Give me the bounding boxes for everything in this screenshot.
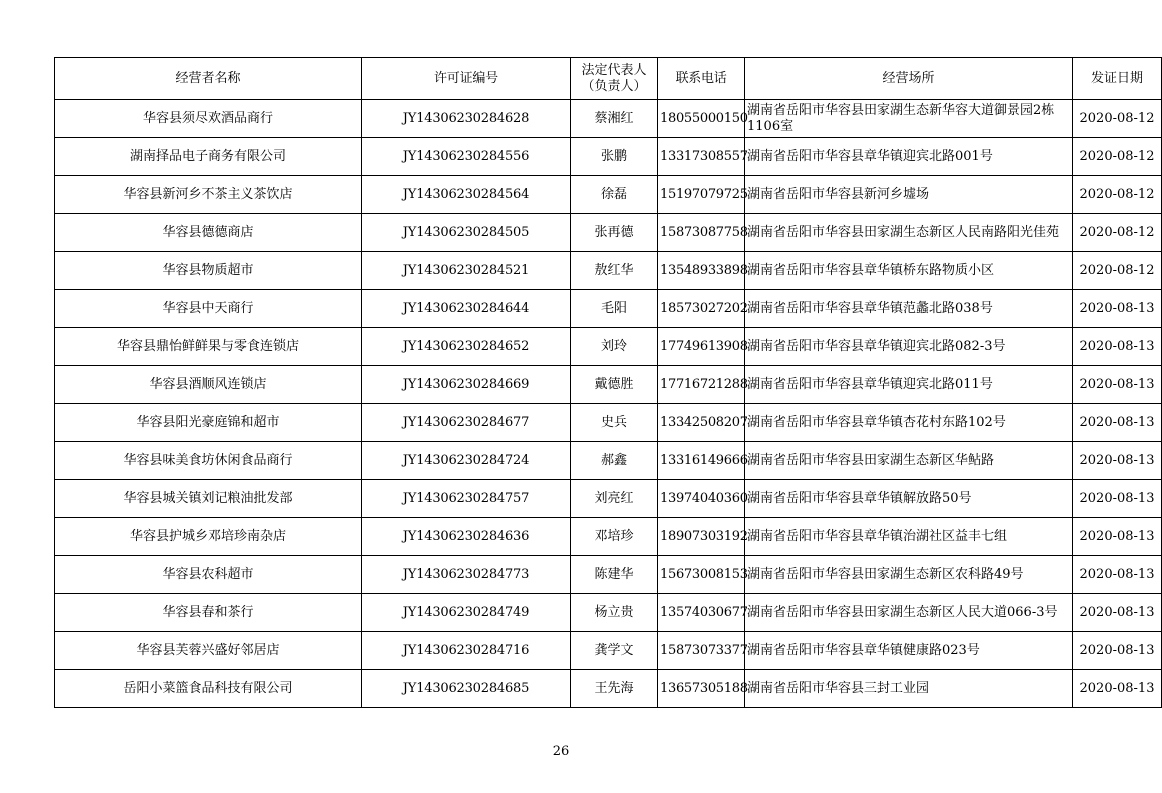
operator-name-cell: 岳阳小菜篮食品科技有限公司 — [55, 670, 362, 708]
phone-cell: 13316149666 — [658, 442, 745, 480]
operator-name-cell: 华容县芙蓉兴盛好邻居店 — [55, 632, 362, 670]
business-address-cell: 湖南省岳阳市华容县田家湖生态新区人民南路阳光佳苑 — [745, 214, 1073, 252]
issue-date-cell: 2020-08-13 — [1073, 366, 1162, 404]
table-row — [55, 214, 1162, 252]
issue-date-cell: 2020-08-12 — [1073, 252, 1162, 290]
legal-representative-cell: 张再德 — [571, 214, 658, 252]
header-business-address: 经营场所 — [745, 58, 1073, 100]
header-phone: 联系电话 — [658, 58, 745, 100]
license-number-cell: JY14306230284773 — [362, 556, 571, 594]
issue-date-cell: 2020-08-13 — [1073, 556, 1162, 594]
legal-representative-cell: 史兵 — [571, 404, 658, 442]
license-number-cell: JY14306230284757 — [362, 480, 571, 518]
license-number-cell: JY14306230284724 — [362, 442, 571, 480]
table-body — [55, 100, 1162, 708]
issue-date-cell: 2020-08-12 — [1073, 138, 1162, 176]
business-address-cell: 湖南省岳阳市华容县章华镇桥东路物质小区 — [745, 252, 1073, 290]
header-operator-name: 经营者名称 — [55, 58, 362, 100]
phone-cell: 13574030677 — [658, 594, 745, 632]
phone-cell: 17749613908 — [658, 328, 745, 366]
header-legal-representative: 法定代表人（负责人） — [571, 58, 658, 100]
phone-cell: 15873073377 — [658, 632, 745, 670]
business-address-cell: 湖南省岳阳市华容县田家湖生态新华容大道御景园2栋1106室 — [745, 100, 1073, 138]
legal-representative-cell: 邓培珍 — [571, 518, 658, 556]
legal-representative-cell: 陈建华 — [571, 556, 658, 594]
operator-name-cell: 华容县味美食坊休闲食品商行 — [55, 442, 362, 480]
table-row — [55, 632, 1162, 670]
phone-cell: 17716721288 — [658, 366, 745, 404]
page-number: 26 — [552, 744, 570, 759]
issue-date-cell: 2020-08-12 — [1073, 214, 1162, 252]
operator-name-cell: 华容县春和茶行 — [55, 594, 362, 632]
issue-date-cell: 2020-08-13 — [1073, 442, 1162, 480]
license-number-cell: JY14306230284521 — [362, 252, 571, 290]
business-address-cell: 湖南省岳阳市华容县章华镇健康路023号 — [745, 632, 1073, 670]
operator-name-cell: 华容县鼎怡鲜鲜果与零食连锁店 — [55, 328, 362, 366]
table-row — [55, 594, 1162, 632]
header-row — [55, 58, 1162, 100]
table-row — [55, 176, 1162, 214]
operator-name-cell: 华容县城关镇刘记粮油批发部 — [55, 480, 362, 518]
issue-date-cell: 2020-08-12 — [1073, 100, 1162, 138]
business-address-cell: 湖南省岳阳市华容县田家湖生态新区农科路49号 — [745, 556, 1073, 594]
legal-representative-cell: 毛阳 — [571, 290, 658, 328]
business-address-cell: 湖南省岳阳市华容县章华镇迎宾北路001号 — [745, 138, 1073, 176]
table-row — [55, 480, 1162, 518]
issue-date-cell: 2020-08-13 — [1073, 594, 1162, 632]
table-row — [55, 404, 1162, 442]
legal-representative-cell: 蔡湘红 — [571, 100, 658, 138]
phone-cell: 18573027202 — [658, 290, 745, 328]
operator-name-cell: 华容县酒顺风连锁店 — [55, 366, 362, 404]
license-table — [54, 57, 1162, 708]
license-number-cell: JY14306230284685 — [362, 670, 571, 708]
license-number-cell: JY14306230284556 — [362, 138, 571, 176]
license-number-cell: JY14306230284677 — [362, 404, 571, 442]
phone-cell: 18907303192 — [658, 518, 745, 556]
business-address-cell: 湖南省岳阳市华容县章华镇解放路50号 — [745, 480, 1073, 518]
business-address-cell: 湖南省岳阳市华容县田家湖生态新区人民大道066-3号 — [745, 594, 1073, 632]
operator-name-cell: 华容县须尽欢酒品商行 — [55, 100, 362, 138]
business-address-cell: 湖南省岳阳市华容县章华镇范蠡北路038号 — [745, 290, 1073, 328]
legal-representative-cell: 龚学文 — [571, 632, 658, 670]
table-row — [55, 100, 1162, 138]
operator-name-cell: 华容县新河乡不茶主义茶饮店 — [55, 176, 362, 214]
business-address-cell: 湖南省岳阳市华容县章华镇迎宾北路011号 — [745, 366, 1073, 404]
issue-date-cell: 2020-08-13 — [1073, 632, 1162, 670]
license-number-cell: JY14306230284652 — [362, 328, 571, 366]
table-header — [55, 58, 1162, 100]
phone-cell: 13974040360 — [658, 480, 745, 518]
operator-name-cell: 华容县阳光豪庭锦和超市 — [55, 404, 362, 442]
table-row — [55, 518, 1162, 556]
table-row — [55, 138, 1162, 176]
license-number-cell: JY14306230284628 — [362, 100, 571, 138]
business-address-cell: 湖南省岳阳市华容县章华镇杏花村东路102号 — [745, 404, 1073, 442]
phone-cell: 15197079725 — [658, 176, 745, 214]
license-number-cell: JY14306230284505 — [362, 214, 571, 252]
phone-cell: 18055000150 — [658, 100, 745, 138]
table-row — [55, 442, 1162, 480]
legal-representative-cell: 杨立贵 — [571, 594, 658, 632]
issue-date-cell: 2020-08-13 — [1073, 290, 1162, 328]
issue-date-cell: 2020-08-13 — [1073, 670, 1162, 708]
table-row — [55, 556, 1162, 594]
issue-date-cell: 2020-08-12 — [1073, 176, 1162, 214]
issue-date-cell: 2020-08-13 — [1073, 518, 1162, 556]
license-number-cell: JY14306230284749 — [362, 594, 571, 632]
issue-date-cell: 2020-08-13 — [1073, 480, 1162, 518]
issue-date-cell: 2020-08-13 — [1073, 404, 1162, 442]
legal-representative-cell: 敖红华 — [571, 252, 658, 290]
legal-representative-cell: 刘亮红 — [571, 480, 658, 518]
operator-name-cell: 华容县德德商店 — [55, 214, 362, 252]
legal-representative-cell: 徐磊 — [571, 176, 658, 214]
issue-date-cell: 2020-08-13 — [1073, 328, 1162, 366]
phone-cell: 15873087758 — [658, 214, 745, 252]
license-number-cell: JY14306230284669 — [362, 366, 571, 404]
table-row — [55, 252, 1162, 290]
legal-representative-cell: 戴德胜 — [571, 366, 658, 404]
license-number-cell: JY14306230284644 — [362, 290, 571, 328]
legal-representative-cell: 刘玲 — [571, 328, 658, 366]
header-issue-date: 发证日期 — [1073, 58, 1162, 100]
header-license-number: 许可证编号 — [362, 58, 571, 100]
business-address-cell: 湖南省岳阳市华容县田家湖生态新区华鲇路 — [745, 442, 1073, 480]
business-address-cell: 湖南省岳阳市华容县三封工业园 — [745, 670, 1073, 708]
business-address-cell: 湖南省岳阳市华容县新河乡墟场 — [745, 176, 1073, 214]
legal-representative-cell: 王先海 — [571, 670, 658, 708]
table-row — [55, 328, 1162, 366]
phone-cell: 13657305188 — [658, 670, 745, 708]
operator-name-cell: 湖南择品电子商务有限公司 — [55, 138, 362, 176]
business-address-cell: 湖南省岳阳市华容县章华镇迎宾北路082-3号 — [745, 328, 1073, 366]
operator-name-cell: 华容县物质超市 — [55, 252, 362, 290]
legal-representative-cell: 张鹏 — [571, 138, 658, 176]
legal-representative-cell: 郝鑫 — [571, 442, 658, 480]
operator-name-cell: 华容县中天商行 — [55, 290, 362, 328]
phone-cell: 13342508207 — [658, 404, 745, 442]
license-number-cell: JY14306230284564 — [362, 176, 571, 214]
table-row — [55, 366, 1162, 404]
license-number-cell: JY14306230284636 — [362, 518, 571, 556]
license-number-cell: JY14306230284716 — [362, 632, 571, 670]
operator-name-cell: 华容县护城乡邓培珍南杂店 — [55, 518, 362, 556]
table-row — [55, 290, 1162, 328]
phone-cell: 15673008153 — [658, 556, 745, 594]
phone-cell: 13317308557 — [658, 138, 745, 176]
phone-cell: 13548933898 — [658, 252, 745, 290]
table-row — [55, 670, 1162, 708]
operator-name-cell: 华容县农科超市 — [55, 556, 362, 594]
business-address-cell: 湖南省岳阳市华容县章华镇治湖社区益丰七组 — [745, 518, 1073, 556]
